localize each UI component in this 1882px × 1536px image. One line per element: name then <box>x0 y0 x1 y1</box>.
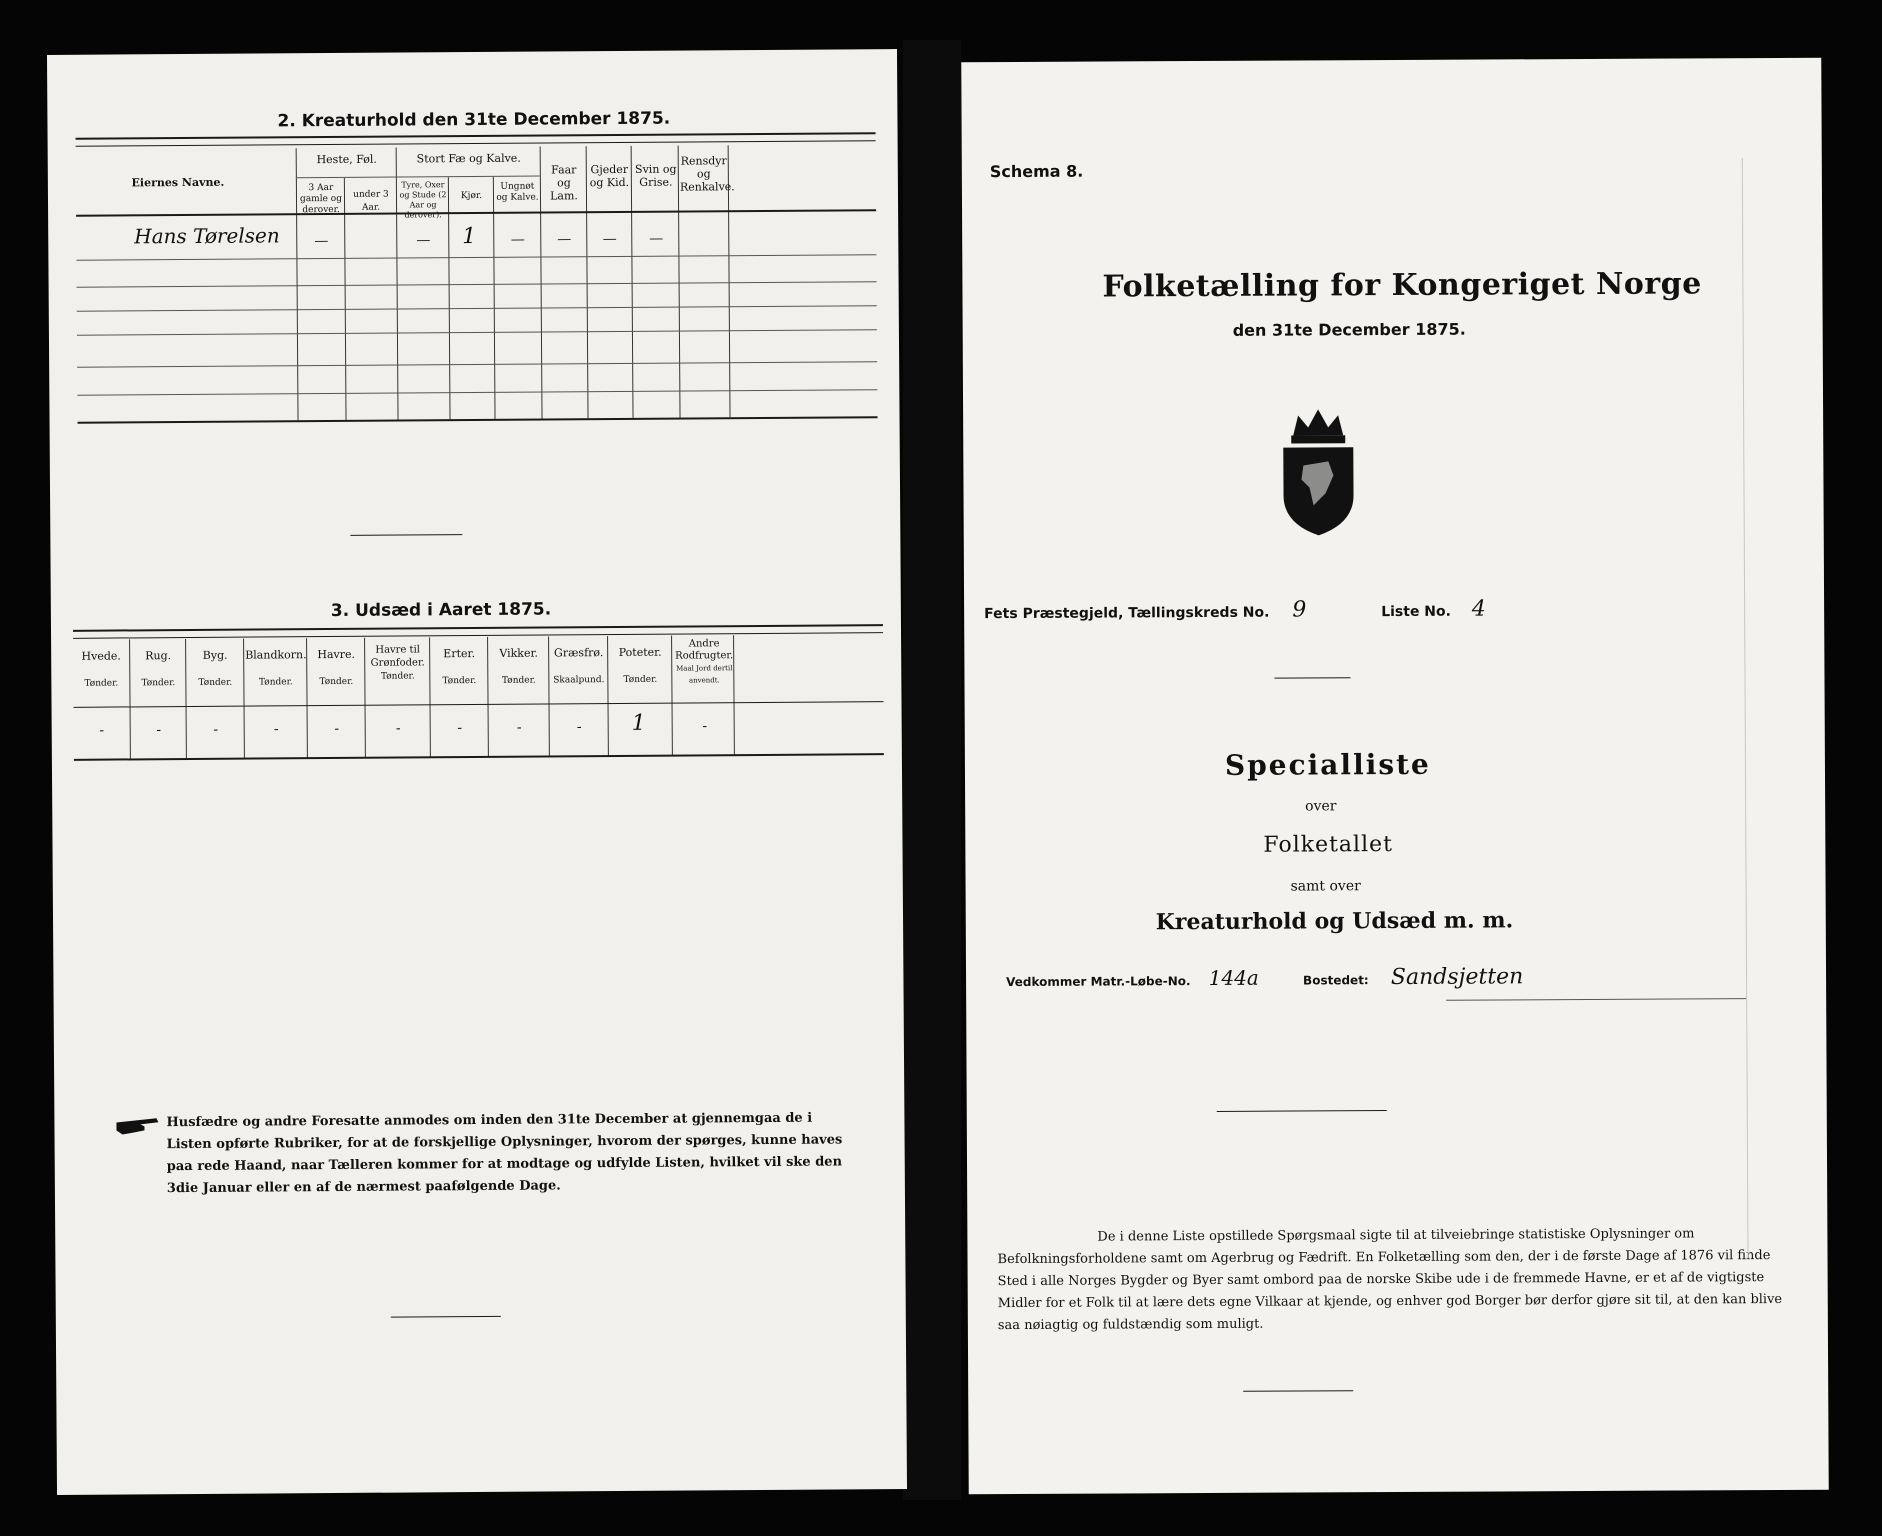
parish-name: Fets <box>984 605 1018 623</box>
matr-label: Vedkommer Matr.-Løbe-No. <box>1006 974 1191 990</box>
unit: Tønder. <box>84 678 119 689</box>
bosted-label: Bostedet: <box>1303 973 1369 988</box>
separator <box>1274 677 1350 678</box>
label: Græsfrø. <box>553 646 604 660</box>
liste-label: Liste No. <box>1381 603 1451 621</box>
vikker-entry: - <box>516 719 522 736</box>
header-havre-gronfoder <box>366 643 429 683</box>
rule <box>76 209 876 217</box>
kreds-number: 9 <box>1292 597 1307 623</box>
matr-line <box>1006 964 1523 992</box>
kreaturhold-heading: Kreaturhold og Udsæd m. m. <box>1155 907 1514 936</box>
owner-name-entry: Hans Tørelsen <box>134 223 280 249</box>
header-owner-name: Eiernes Navne. <box>131 175 225 190</box>
rule <box>77 389 877 396</box>
bosted-value: Sandsjetten <box>1390 964 1524 991</box>
rule <box>73 624 883 632</box>
samt-over-text: samt over <box>1290 878 1361 895</box>
section2-title: 2. Kreaturhold den 31te December 1875. <box>277 108 671 132</box>
unit: Tønder. <box>380 671 415 682</box>
header-horses: Heste, Føl. <box>316 152 377 167</box>
header-horses-under3: under 3 Aar. <box>353 189 389 213</box>
header-goats: Gjeder og Kid. <box>589 162 630 190</box>
pigs-entry: — <box>649 230 664 247</box>
header-sheep: Faar og Lam. <box>550 163 578 203</box>
section3-title: 3. Udsæd i Aaret 1875. <box>330 599 552 622</box>
unit: Tønder. <box>623 674 658 685</box>
rule <box>77 361 877 368</box>
graesfro-entry: - <box>576 719 582 736</box>
schema-number: Schema 8. <box>989 161 1084 182</box>
rule <box>73 632 883 639</box>
bulls-entry: — <box>416 232 431 249</box>
header-blandkorn <box>245 648 306 689</box>
horses-over3-entry: — <box>314 233 329 250</box>
label: Byg. <box>202 648 228 662</box>
header-pigs: Svin og Grise. <box>634 162 677 189</box>
rule <box>77 305 877 312</box>
rule <box>296 176 540 179</box>
label: Erter. <box>443 647 476 661</box>
header-havre <box>308 648 364 689</box>
unit: Maal Jord dertil anvendt. <box>676 664 733 685</box>
blandkorn-entry: - <box>273 721 279 738</box>
hvede-entry: - <box>99 722 105 739</box>
liste-number: 4 <box>1471 596 1486 622</box>
rule <box>76 132 876 140</box>
census-date: den 31te December 1875. <box>1232 319 1466 340</box>
right-page <box>961 58 1828 1494</box>
rule <box>74 701 884 708</box>
header-horses-over3: 3 Aar gamle og derover. <box>300 182 342 216</box>
andre-entry: - <box>702 718 708 735</box>
book-binding <box>903 40 961 1500</box>
notice-text: Husfædre og andre Foresatte anmodes om inden den 31te December at gjennemgaa de i Listen opførte Rubriker, for at de forskjellige Oplysninger, hvorom der spørges, kunne haves paa rede Haand, naar Tælleren kommer for at modtage og udfylde Listen, hvilket vil ske den 3die Januar eller en af de nærmest paafølgende Dage. <box>166 1110 843 1197</box>
census-title: Folketælling for Kongeriget Norge <box>1102 266 1702 305</box>
label: Havre. <box>317 647 356 662</box>
sheep-entry: — <box>557 231 572 248</box>
label: Vikker. <box>499 646 539 660</box>
goats-entry: — <box>602 231 617 248</box>
unit: Tønder. <box>141 678 176 689</box>
header-bulls: Tyre, Oxer og Stude (2 Aar og derover). <box>399 180 447 220</box>
erter-entry: - <box>457 720 463 737</box>
district-line <box>984 597 1486 625</box>
header-cows: Kjør. <box>460 190 483 202</box>
folketallet-heading: Folketallet <box>1263 832 1394 858</box>
separator <box>350 534 462 536</box>
header-graesfro <box>550 646 607 687</box>
separator <box>1243 1390 1353 1392</box>
cows-entry: 1 <box>462 223 477 250</box>
header-vikker <box>489 647 548 688</box>
label: Poteter. <box>618 645 662 660</box>
young-entry: — <box>510 231 525 248</box>
rule <box>77 281 877 288</box>
pointing-hand-icon <box>114 1114 160 1142</box>
rug-entry: - <box>156 722 162 739</box>
havre-gronfoder-entry: - <box>395 720 401 737</box>
header-young: Ungnøt og Kalve. <box>496 181 539 203</box>
specialliste-heading: Specialliste <box>1224 747 1431 782</box>
rule <box>76 140 876 147</box>
byg-entry: - <box>213 721 219 738</box>
parish-label: Præstegjeld, Tællingskreds No. <box>1022 604 1270 622</box>
over-text-1: over <box>1305 798 1337 815</box>
matr-value: 144a <box>1208 965 1259 990</box>
unit: Tønder. <box>442 676 477 687</box>
separator <box>1217 1110 1387 1112</box>
label: Blandkorn. <box>245 648 307 662</box>
header-reindeer: Rensdyr og Renkalve. <box>679 154 735 194</box>
header-byg <box>187 649 243 690</box>
header-cattle: Stort Fæ og Kalve. <box>416 151 521 166</box>
coat-of-arms-icon <box>1273 405 1364 544</box>
unit: Tønder. <box>501 675 536 686</box>
label: Havre til Grønfoder. <box>370 644 425 669</box>
separator <box>391 1316 501 1318</box>
header-hvede <box>73 649 129 690</box>
unit: Skaalpund. <box>553 675 605 686</box>
label: Andre Rodfrugter. <box>675 638 734 662</box>
header-andre-rodfrugter <box>673 638 735 686</box>
footer-explanation: De i denne Liste opstillede Spørgsmaal sigte til at tilveiebringe statistiske Oplysninger om Befolkningsforholdene samt om Agerbrug og Fædrift. En Folketælling som den, der i de første Dage af 1876 vil finde Sted i alle Norges Bygder og Byer samt ombord paa de norske Skibe ude i de fremmede Havne, er et af de vigtigste Midler for et Folk til at lære dets egne Vilkaar at kjende, og enhver god Borger bør derfor gjøre sit til, at den kan blive saa nøiagtig og fuldstændig som muligt. <box>997 1226 1783 1334</box>
label: Hvede. <box>81 649 121 663</box>
unit: Tønder. <box>319 676 354 688</box>
header-erter <box>431 647 487 688</box>
unit: Tønder. <box>258 677 293 688</box>
rule <box>78 416 878 424</box>
rule <box>74 753 884 761</box>
bosted-underline <box>1446 998 1746 1001</box>
label: Rug. <box>145 649 172 663</box>
left-page <box>47 49 907 1495</box>
header-rug <box>131 649 185 690</box>
poteter-entry: 1 <box>631 710 646 736</box>
faint-column-rule <box>1742 158 1749 1258</box>
havre-entry: - <box>334 720 340 737</box>
rule <box>76 254 876 261</box>
unit: Tønder. <box>198 677 233 688</box>
rule <box>77 329 877 336</box>
header-poteter <box>609 646 671 687</box>
